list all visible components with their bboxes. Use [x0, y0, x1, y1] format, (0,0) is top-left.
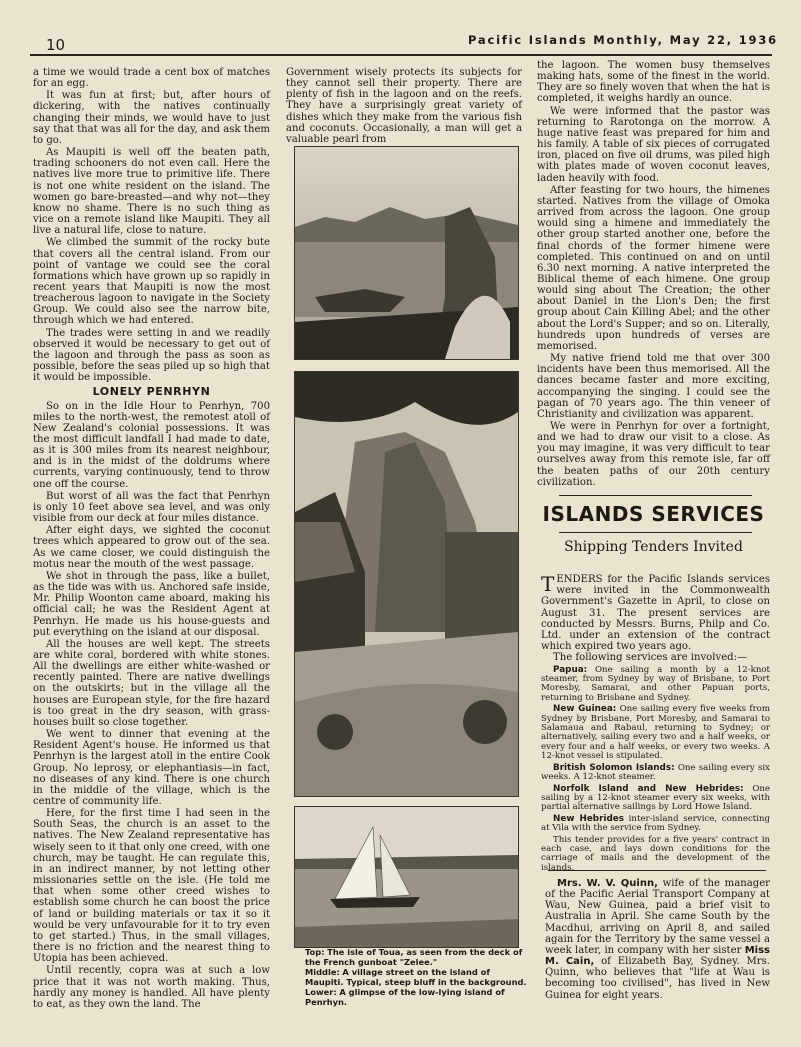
caption-text: A glimpse of the low-lying island of Penrhyn.	[305, 987, 505, 1007]
publication-header: Pacific Islands Monthly, May 22, 1936	[468, 33, 778, 47]
tender-conditions: This tender provides for a five years' contract in each case, and lays down conditions for the carriage of mails and the development of the islands.	[541, 834, 770, 873]
services-intro-2: The following services are involved:—	[553, 652, 748, 664]
header-rule	[30, 54, 772, 56]
service-text: One sailing every five weeks from Sydney by Brisbane, Port Moresby, and Samarai to Salamaua and Rabaul, returning to Sydney; or alternatively, sailing every two and a half weeks, or every four and a half weeks, or every two weeks. A 12-knot vessel is stipulated.	[541, 704, 771, 762]
services-title: ISLANDS SERVICES	[542, 502, 765, 526]
service-label: New Guinea:	[553, 704, 617, 715]
paragraph: After feasting for two hours, the himenes started. Natives from the village of Omoka arrived from across the lagoon. One group would sing a himene and immediately the other group started another one, before the final chords of the former himene were completed. This continued on and on until 6.30 next morning. A native interpreted the Biblical theme of each himene. One group would sing about The Creation; the other about Daniel in the Lion's Den; the first group about Cain Killing Abel; and the other about the Lord's Supper; and so on. Literally, hundreds upon hundreds of verses are memorised.	[537, 184, 770, 352]
services-subtitle: Shipping Tenders Invited	[564, 539, 743, 555]
caption-label: Lower:	[305, 987, 337, 997]
photo-penrhyn-sailboat	[294, 806, 519, 948]
photo-maupiti-village-street	[294, 371, 519, 797]
service-solomons	[541, 764, 770, 783]
paragraph: Here, for the first time I had seen in the South Seas, the church is an asset to the natives. The New Zealand representative has wisely seen to it that only one creed, with one church, may be taught. He can regulate this, in an indirect manner, by not letting other missionaries settle on the isle. (He told me that when some other creed wishes to establish some church he can boost the price of land or building materials or tax it so it would be very unfavourable for it to try even to get started.) Thus, in the small villages, there is no friction and the nearest thing to Utopia has been achieved.	[33, 808, 270, 965]
paragraph: We shot in through the pass, like a bullet, as the tide was with us. Anchored safe inside, Mr. Philip Woonton came aboard, making his official call; he was the Resident Agent at Penrhyn. He made us his house-guests and put everything on the island at our disposal.	[33, 570, 270, 638]
paragraph: Until recently, copra was at such a low price that it was not worth making. Thus, hardly any money is handled. All have plenty to eat, as they own the land. The	[33, 965, 270, 1010]
paragraph: the lagoon. The women busy themselves making hats, some of the finest in the world. They are so finely woven that when the hat is completed, it weighs hardly an ounce.	[537, 60, 770, 105]
person-name: Mrs. W. V. Quinn,	[557, 878, 658, 889]
service-label: British Solomon Islands:	[553, 762, 675, 773]
personal-note-quinn	[545, 878, 770, 1001]
photo-caption	[305, 947, 529, 1007]
note-text: of Elizabeth Bay, Sydney. Mrs. Quinn, who believes that "life at Wau is becoming too civilised", has lived in New Guinea for eight years.	[545, 956, 771, 1001]
paragraph: As Maupiti is well off the beaten path, trading schooners do not even call. Here the natives live more true to primitive life. There is not one white resident on the island. The women go bare-breasted—and why not—they know no shame. There is no such thing as vice on a remote island like Maupiti. They all live a natural life, close to nature.	[33, 147, 270, 237]
paragraph: But worst of all was the fact that Penrhyn is only 10 feet above sea level, and was only visible from our deck at four miles distance.	[33, 490, 270, 525]
article-column-1	[33, 67, 270, 1011]
caption-text: A village street on the island of Maupiti. Typical, steep bluff in the background.	[305, 967, 527, 987]
intro-text: ENDERS for the Pacific Islands services were invited in the Commonwealth Government's Gazette in April, to close on August 31. The present services are conducted by Messrs. Burns, Philp and Co. Ltd. under an extension of the contract which expired two years ago.	[541, 574, 770, 653]
service-papua	[541, 666, 770, 704]
article-column-3	[537, 60, 770, 489]
service-label: Norfolk Island and New Hebrides:	[553, 783, 744, 794]
section-rule	[559, 532, 752, 533]
section-heading: LONELY PENRHYN	[92, 385, 211, 399]
paragraph: a time we would trade a cent box of matches for an egg.	[33, 67, 270, 90]
paragraph: We were informed that the pastor was returning to Rarotonga on the morrow. A huge native feast was prepared for him and his family. A table of six pieces of corrugated iron, placed on five oil drums, was piled high with plates made of woven coconut leaves, laden heavily with food.	[537, 105, 770, 184]
paragraph: We climbed the summit of the rocky bute that covers all the central island. From our point of vantage we could see the coral formations which have grown up so rapidly in recent years that Maupiti is now the most treacherous lagoon to navigate in the Society Group. We could also see the narrow bite, through which we had entered.	[33, 237, 270, 327]
service-label: New Hebrides	[553, 813, 624, 824]
service-text: One sailing a month by a 12-knot steamer, from Sydney by way of Brisbane, to Port Moresby, Samarai, and other Papuan ports, returning to Brisbane and Sydney.	[541, 664, 770, 703]
service-norfolk	[541, 785, 770, 813]
note-text: wife of the manager of the Pacific Aerial Transport Company at Wau, New Guinea, paid a brief visit to Australia in April. She came South by the Macdhui, arriving on April 8, and sailed again for the Territory by the same vessel a week later, in company with her sister	[545, 878, 770, 956]
service-text: One sailing by a 12-knot steamer every six weeks, with partial alternative sailings by Lord Howe Island.	[541, 783, 771, 813]
services-article	[541, 574, 770, 873]
paragraph: After eight days, we sighted the coconut trees which appeared to grow out of the sea. As we came closer, we could distinguish the motus near the mouth of the west passage.	[33, 525, 270, 570]
paragraph: The trades were setting in and we readily observed it would be necessary to get out of the lagoon and through the pass as soon as possible, before the seas piled up so high that it would be impossible.	[33, 327, 270, 384]
caption-label: Middle:	[305, 967, 340, 977]
section-rule	[559, 495, 752, 496]
services-intro	[541, 574, 770, 652]
service-text: inter-island service, connecting at Vila with the service from Sydney.	[541, 813, 770, 834]
article-column-2	[286, 67, 522, 146]
caption-text: The isle of Toua, as seen from the deck of the French gunboat "Zelee."	[305, 947, 523, 967]
service-text: One sailing every six weeks. A 12-knot steamer.	[541, 762, 770, 783]
paragraph: It was fun at first; but, after hours of dickering, with the natives continually changing their minds, we would have to just say that that was all for the day, and ask them to go.	[33, 90, 270, 146]
service-new-hebrides	[541, 815, 770, 834]
photo-toua-island	[294, 146, 519, 360]
drop-cap: T	[541, 572, 555, 596]
paragraph: So on in the Idle Hour to Penrhyn, 700 miles to the north-west, the remotest atoll of New Zealand's colonial possessions. It was the most difficult landfall I had made to date, as it is 300 miles from its nearest neighbour, and is in the midst of the doldrums where currents, varying continuously, tend to throw one off the course.	[33, 400, 270, 490]
paragraph: All the houses are well kept. The streets are white coral, bordered with white stones. All the dwellings are either white-washed or recently painted. There are native dwellings on the outskirts; but in the village all the houses are European style, for the fire hazard is too great in the dry season, with grass-houses built so close together.	[33, 638, 270, 728]
paragraph: We went to dinner that evening at the Resident Agent's house. He informed us that Penrhyn is the largest atoll in the entire Cook Group. No leprosy, or elephantiasis—in fact, no diseases of any kind. There is one church in the middle of the village, which is the centre of community life.	[33, 729, 270, 807]
paragraph: My native friend told me that over 300 incidents have been thus memorised. All the dances became faster and more exciting, accompanying the singing. I could see the pagan of 70 years ago. The thin veneer of Christianity and civilization was apparent.	[537, 353, 770, 420]
caption-label: Top:	[305, 947, 325, 957]
section-divider	[548, 870, 766, 871]
page-number: 10	[46, 36, 66, 54]
paragraph: Government wisely protects its subjects for they cannot sell their property. There are plenty of fish in the lagoon and on the reefs. They have a surprisingly great variety of dishes which they make from the various fish and coconuts. Occasionally, a man will get a valuable pearl from	[286, 67, 522, 145]
service-new-guinea	[541, 705, 770, 761]
paragraph: We were in Penrhyn for over a fortnight, and we had to draw our visit to a close. As you may imagine, it was very difficult to tear ourselves away from this remote isle, far off the beaten paths of our 20th century civilization.	[537, 421, 770, 488]
service-label: Papua:	[553, 664, 588, 675]
person-name: Miss M. Cain,	[545, 944, 770, 968]
